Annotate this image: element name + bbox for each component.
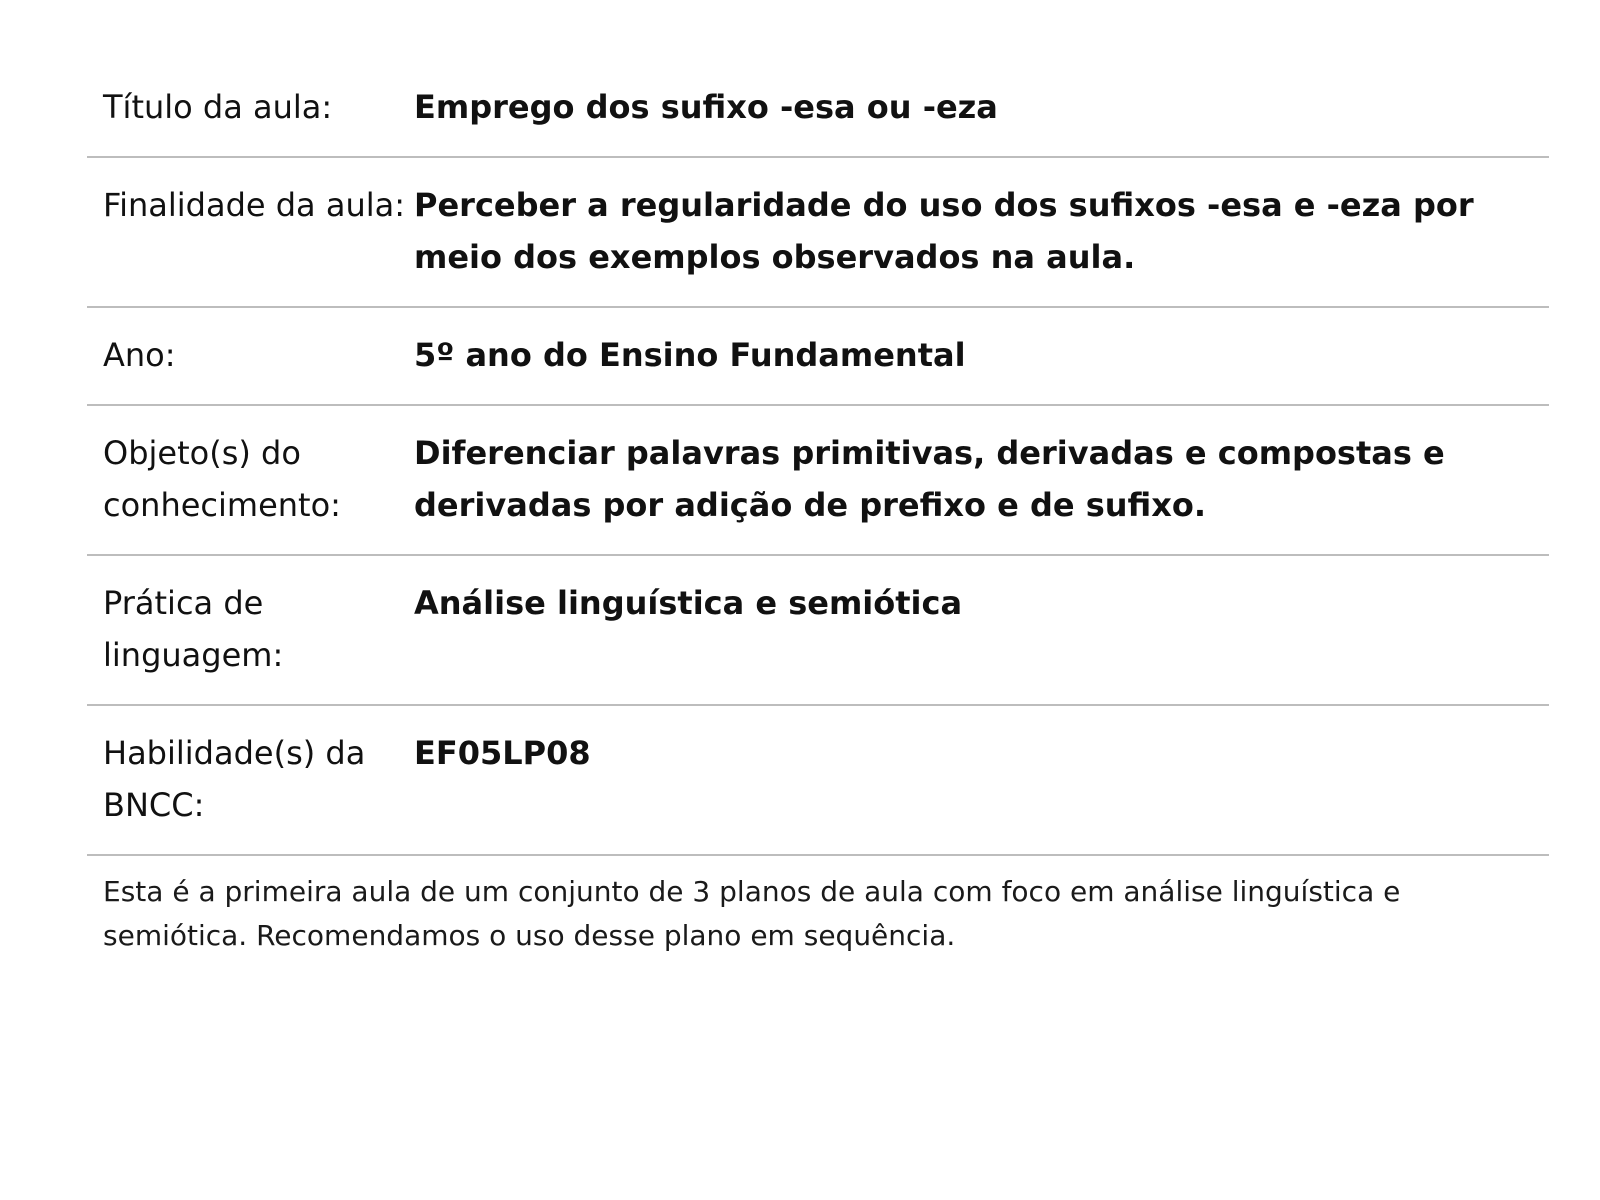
row-finalidade — [87, 158, 1549, 308]
label-habilidade: Habilidade(s) da BNCC: — [103, 734, 366, 824]
value-habilidade: EF05LP08 — [414, 734, 591, 772]
value-ano: 5º ano do Ensino Fundamental — [414, 336, 966, 374]
row-ano — [87, 308, 1549, 406]
label-objeto: Objeto(s) do conhecimento: — [103, 434, 341, 524]
label-titulo: Título da aula: — [103, 88, 333, 126]
label-pratica: Prática de linguagem: — [103, 584, 284, 674]
sequence-note: Esta é a primeira aula de um conjunto de 3 planos de aula com foco em análise linguística e semiótica. Recomendamos o uso desse plano em sequência. — [103, 875, 1401, 952]
row-titulo — [87, 60, 1549, 158]
value-pratica: Análise linguística e semiótica — [414, 584, 963, 622]
label-finalidade: Finalidade da aula: — [103, 186, 405, 224]
lesson-plan-table — [87, 60, 1549, 958]
row-habilidade — [87, 706, 1549, 856]
value-objeto: Diferenciar palavras primitivas, derivadas e compostas e derivadas por adição de prefixo e de sufixo. — [414, 434, 1445, 524]
label-ano: Ano: — [103, 336, 176, 374]
value-titulo: Emprego dos sufixo -esa ou -eza — [414, 88, 998, 126]
row-objeto — [87, 406, 1549, 556]
row-pratica — [87, 556, 1549, 706]
value-finalidade: Perceber a regularidade do uso dos sufixos -esa e -eza por meio dos exemplos observados na aula. — [414, 186, 1474, 276]
